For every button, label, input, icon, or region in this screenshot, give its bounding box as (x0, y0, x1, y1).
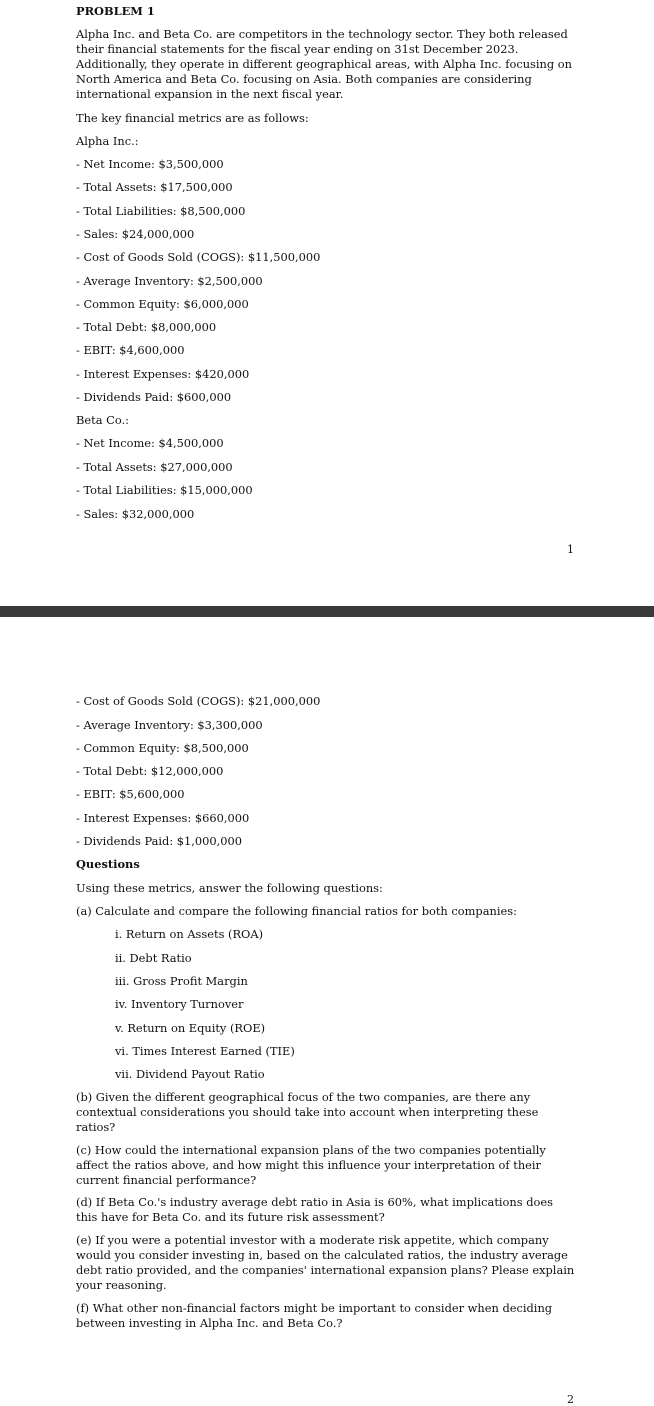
ratio-item: iii. Gross Profit Margin (115, 974, 248, 988)
beta-metric: - Total Debt: $12,000,000 (76, 764, 224, 778)
alpha-metric: - Average Inventory: $2,500,000 (76, 274, 263, 288)
beta-metric: - Total Assets: $27,000,000 (76, 460, 233, 474)
question-d: (d) If Beta Co.'s industry average debt ratio in Asia is 60%, what implications does this have for Beta Co. and its future risk assessment? (76, 1195, 553, 1224)
beta-metric: - Cost of Goods Sold (COGS): $21,000,000 (76, 694, 321, 708)
ratio-item: vi. Times Interest Earned (TIE) (115, 1044, 295, 1058)
beta-heading: Beta Co.: (76, 413, 129, 427)
alpha-metric: - Net Income: $3,500,000 (76, 157, 224, 171)
ratio-item: v. Return on Equity (ROE) (115, 1021, 266, 1035)
question-a: (a) Calculate and compare the following financial ratios for both companies: (76, 904, 517, 918)
alpha-metric: - Cost of Goods Sold (COGS): $11,500,000 (76, 250, 321, 264)
alpha-heading: Alpha Inc.: (76, 134, 139, 148)
ratio-item: vii. Dividend Payout Ratio (115, 1067, 265, 1081)
questions-intro: Using these metrics, answer the following questions: (76, 881, 383, 895)
document-page-1 (0, 0, 654, 606)
alpha-metric: - Dividends Paid: $600,000 (76, 390, 232, 404)
page-number: 1 (567, 543, 574, 556)
beta-metric: - Interest Expenses: $660,000 (76, 811, 250, 825)
beta-metric: - EBIT: $5,600,000 (76, 787, 185, 801)
alpha-metric: - Sales: $24,000,000 (76, 227, 195, 241)
alpha-metric: - Total Debt: $8,000,000 (76, 320, 217, 334)
page-number: 2 (567, 1393, 574, 1406)
ratio-item: i. Return on Assets (ROA) (115, 927, 264, 941)
beta-metric: - Dividends Paid: $1,000,000 (76, 834, 243, 848)
ratio-item: iv. Inventory Turnover (115, 997, 244, 1011)
alpha-metric: - Interest Expenses: $420,000 (76, 367, 250, 381)
beta-metric: - Average Inventory: $3,300,000 (76, 718, 263, 732)
alpha-metric: - Total Liabilities: $8,500,000 (76, 204, 246, 218)
beta-metric: - Total Liabilities: $15,000,000 (76, 483, 253, 497)
ratio-item: ii. Debt Ratio (115, 951, 192, 965)
question-b: (b) Given the different geographical focus of the two companies, are there any contextual considerations you should take into account when interpreting these ratios? (76, 1090, 539, 1134)
metrics-intro: The key financial metrics are as follows: (76, 111, 309, 125)
question-c: (c) How could the international expansion plans of the two companies potentially affect the ratios above, and how might this influence your interpretation of their current financial performance? (76, 1143, 546, 1187)
alpha-metric: - Total Assets: $17,500,000 (76, 180, 233, 194)
questions-heading: Questions (76, 857, 140, 871)
question-e: (e) If you were a potential investor with a moderate risk appetite, which company would you consider investing in, based on the calculated ratios, the industry average debt ratio provided, and the companies' international expansion plans? Please explain your reasoning. (76, 1233, 575, 1292)
beta-metric: - Sales: $32,000,000 (76, 507, 195, 521)
problem-title: PROBLEM 1 (76, 4, 155, 18)
question-f: (f) What other non-financial factors might be important to consider when deciding between investing in Alpha Inc. and Beta Co.? (76, 1301, 553, 1330)
document-page-2 (0, 617, 654, 1406)
beta-metric: - Common Equity: $8,500,000 (76, 741, 249, 755)
intro-paragraph: Alpha Inc. and Beta Co. are competitors in the technology sector. They both released their financial statements for the fiscal year ending on 31st December 2023. Additionally, they operate in different geographical areas, with Alpha Inc. focusing on North America and Beta Co. focusing on Asia. Both companies are considering international expansion in the next fiscal year. (76, 27, 572, 101)
page-divider (0, 606, 654, 617)
alpha-metric: - Common Equity: $6,000,000 (76, 297, 249, 311)
beta-metric: - Net Income: $4,500,000 (76, 436, 224, 450)
alpha-metric: - EBIT: $4,600,000 (76, 343, 185, 357)
